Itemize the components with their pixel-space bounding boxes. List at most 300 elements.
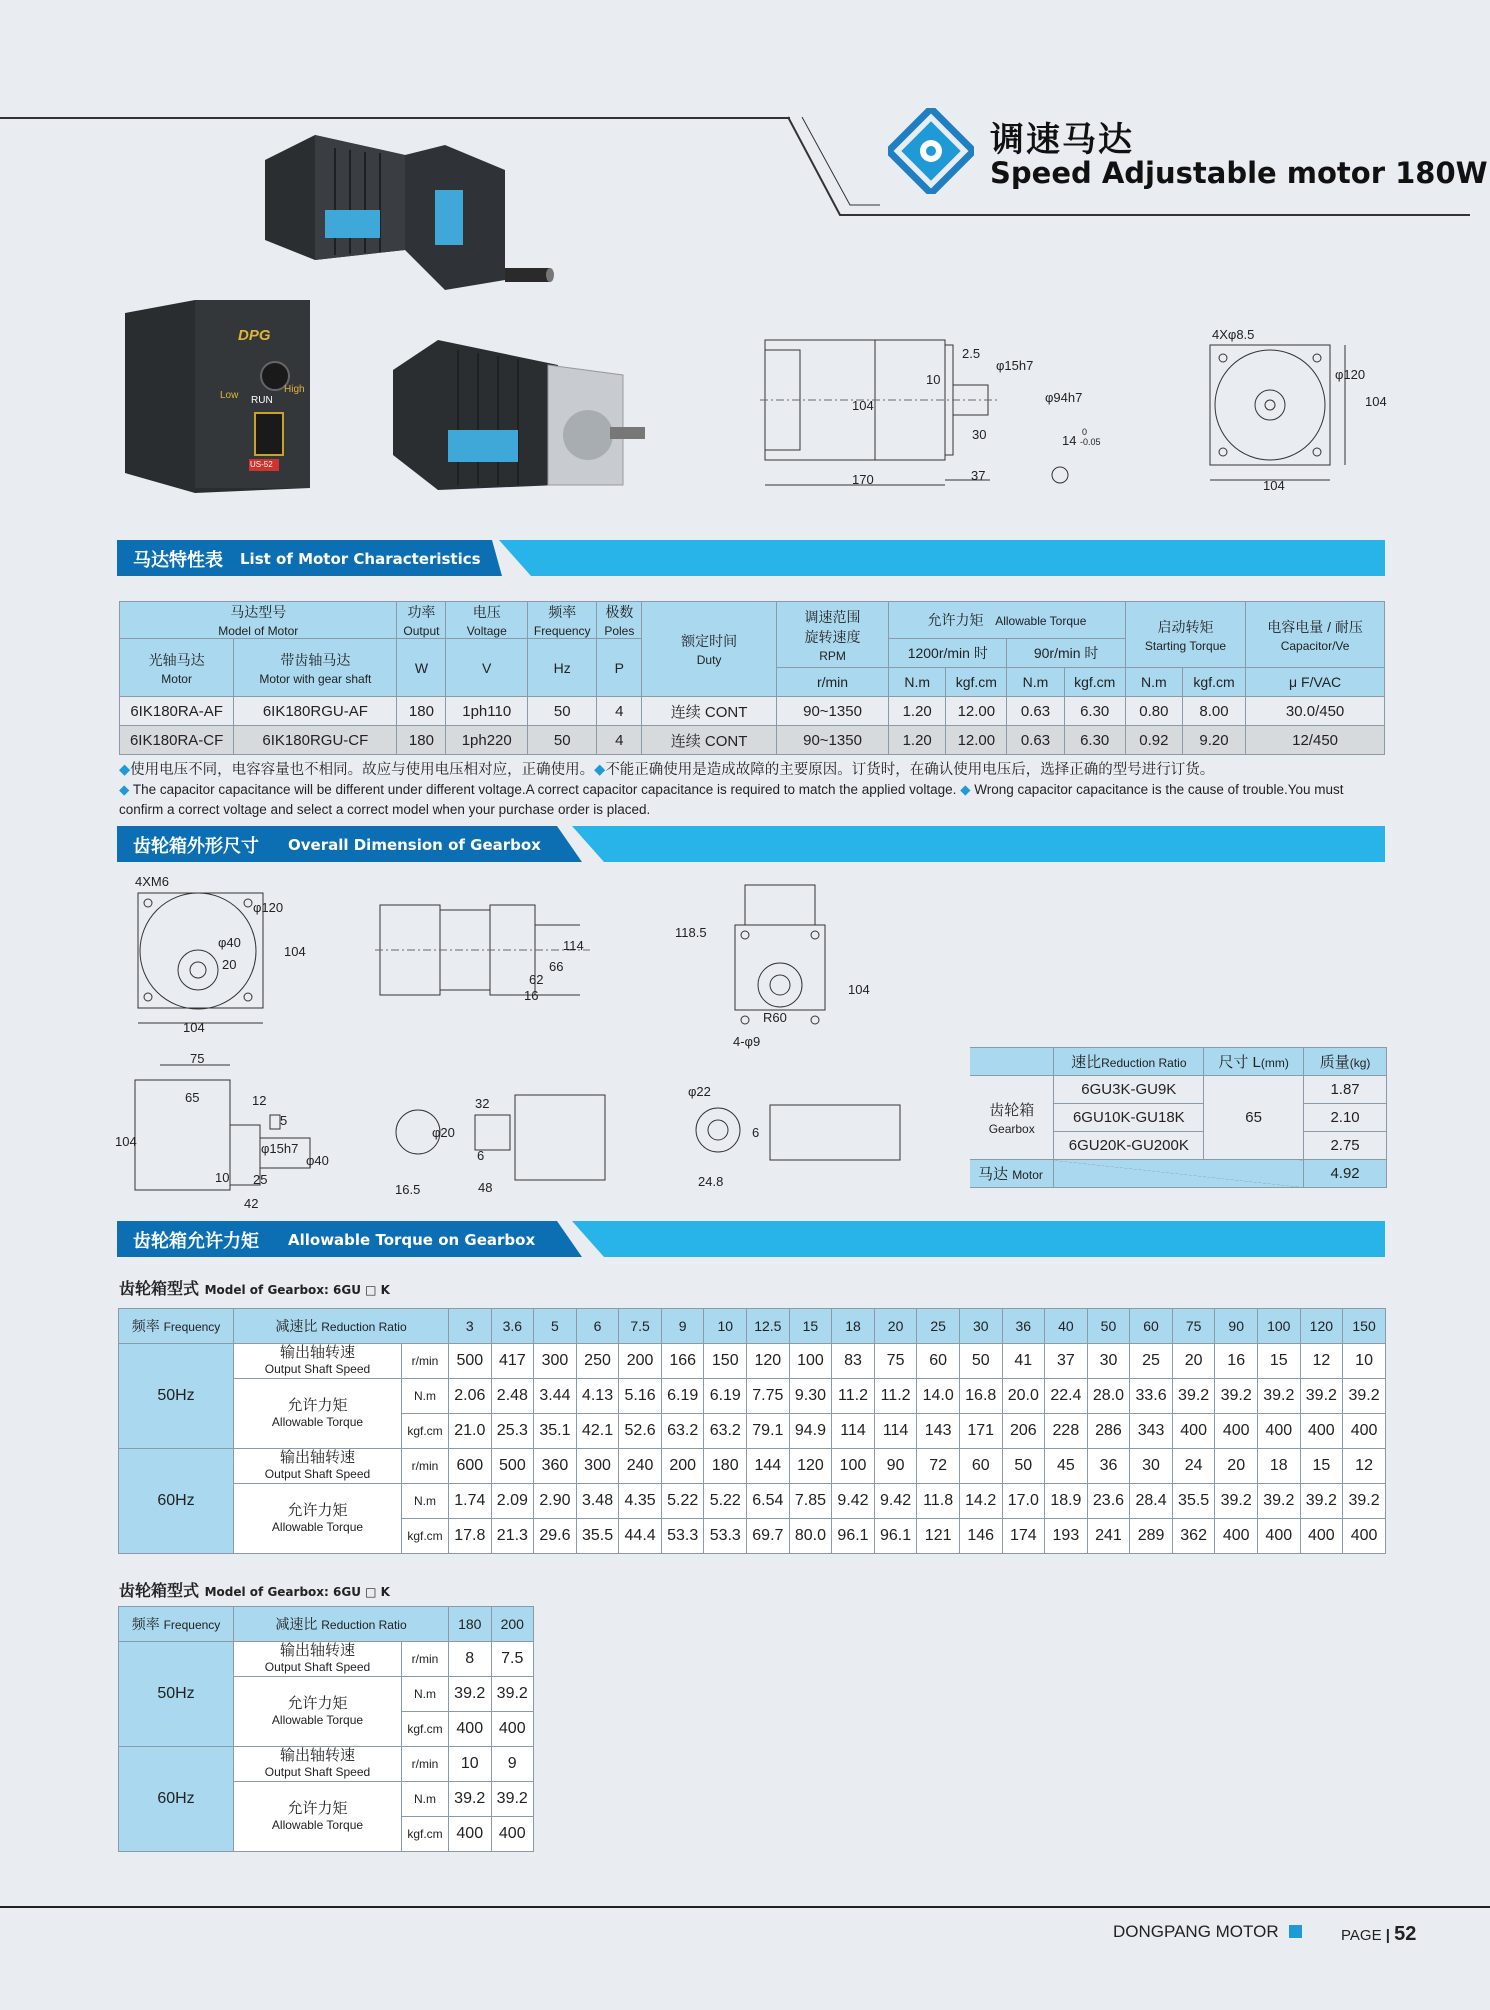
value-cell: 5.16 [619, 1379, 662, 1414]
dim-label: φ40 [306, 1153, 329, 1168]
value-cell: 21.0 [449, 1414, 492, 1449]
dim-label: 10 [926, 372, 941, 387]
value-cell: 20 [1215, 1449, 1258, 1484]
motor-side-drawing [760, 335, 1090, 495]
value-cell: 180 [704, 1449, 747, 1484]
value-cell: 9 [491, 1747, 534, 1782]
value-cell: 180 [449, 1607, 492, 1642]
value-cell: 300 [576, 1449, 619, 1484]
th-unit-kgf: kgf.cm [946, 668, 1007, 697]
value-cell: 2.09 [491, 1484, 534, 1519]
value-cell: 400 [1172, 1414, 1215, 1449]
dim-label: 14 [1062, 433, 1077, 448]
dim-label: 170 [852, 472, 874, 487]
value-cell: 2.48 [491, 1379, 534, 1414]
value-cell: 100 [832, 1449, 875, 1484]
value-cell: 23.6 [1087, 1484, 1130, 1519]
value-cell: 114 [874, 1414, 917, 1449]
value-cell: 114 [832, 1414, 875, 1449]
size-value: 65 [1204, 1076, 1304, 1160]
value-cell: 174 [1002, 1519, 1045, 1554]
dim-label: 4-φ9 [733, 1034, 761, 1049]
dim-label: 104 [852, 398, 874, 413]
value-cell: 28.4 [1130, 1484, 1173, 1519]
value-cell: 30 [1130, 1449, 1173, 1484]
dim-label: 6 [752, 1125, 760, 1140]
th-torque-90: 90r/min 时 [1007, 639, 1125, 668]
gearbox-label: 齿轮箱 Gearbox [970, 1076, 1054, 1160]
value-cell: 36 [1002, 1309, 1045, 1344]
value-cell: 400 [1300, 1414, 1343, 1449]
note-en: ◆ The capacitor capacitance will be different under different voltage.A correct capacitor capacitance is required to match the applied voltage. ◆ Wrong capacitor capacitance is the cause of trouble.You must [119, 782, 1344, 797]
value-cell: 28.0 [1087, 1379, 1130, 1414]
value-cell: 417 [491, 1344, 534, 1379]
th-gear-motor: 带齿轴马达 Motor with gear shaft [234, 639, 397, 697]
th-unit-kgf: kgf.cm [1182, 668, 1245, 697]
value-cell: 286 [1087, 1414, 1130, 1449]
value-cell: 2.90 [534, 1484, 577, 1519]
page-title-cn: 调速马达 [990, 120, 1134, 160]
value-cell: 400 [491, 1712, 534, 1747]
value-cell: 39.2 [1215, 1484, 1258, 1519]
value-cell: 200 [491, 1607, 534, 1642]
section-bar-gearbox-dimension [117, 826, 1385, 862]
value-cell: 75 [874, 1344, 917, 1379]
value-cell: 6 [576, 1309, 619, 1344]
motor-photo-bottom [388, 335, 648, 495]
value-cell: 400 [1343, 1519, 1386, 1554]
value-cell: 146 [959, 1519, 1002, 1554]
header-line-left [0, 117, 790, 119]
table-row: 马达 Motor 4.92 [970, 1160, 1387, 1188]
section-title-cn: 齿轮箱外形尺寸 [133, 836, 259, 857]
value-cell: 150 [1343, 1309, 1386, 1344]
value-cell: 1.74 [449, 1484, 492, 1519]
th-unit-nm: N.m [889, 668, 946, 697]
value-cell: 80.0 [789, 1519, 832, 1554]
table-row: 齿轮箱 Gearbox 6GU3K-GU9K 65 1.87 [970, 1076, 1387, 1104]
value-cell: 11.2 [832, 1379, 875, 1414]
th-rpm: 调速范围 旋转速度 RPM [776, 602, 888, 668]
value-cell: 25 [1130, 1344, 1173, 1379]
dim-label: 0 [1082, 427, 1088, 437]
dim-label: φ15h7 [996, 358, 1034, 373]
motor-photo-top [255, 130, 555, 300]
th-unit-nm: N.m [1007, 668, 1064, 697]
dim-label: 114 [563, 938, 584, 953]
controller-high-label: High [284, 384, 305, 395]
value-cell: 90 [874, 1449, 917, 1484]
value-cell: 22.4 [1045, 1379, 1088, 1414]
value-cell: 228 [1045, 1414, 1088, 1449]
value-cell: 8 [449, 1642, 492, 1677]
value-cell: 39.2 [1257, 1484, 1300, 1519]
value-cell: 42.1 [576, 1414, 619, 1449]
gearbox-shaft-drawing [130, 1060, 330, 1210]
dim-label: 104 [183, 1020, 205, 1035]
value-cell: 3 [449, 1309, 492, 1344]
th-unit-rpm: r/min [776, 668, 888, 697]
value-cell: 60 [1130, 1309, 1173, 1344]
value-cell: 35.5 [1172, 1484, 1215, 1519]
value-cell: 60 [917, 1344, 960, 1379]
dim-label: 118.5 [675, 925, 707, 940]
torque-table-secondary: 频率 Frequency 减速比 Reduction Ratio 180 200 50Hz 输出轴转速 Output Shaft Speed r/min 8 7.5 允许力矩 Allowable Torque N.m 39.2 39.2 kgf.cm 400 400 60Hz 输出轴转速 Output Shaft Speed r/min 10 9 允许力矩 Allowable Torque N.m 39.2 39.2 kgf.cm 400 400 [118, 1606, 534, 1852]
value-cell: 144 [747, 1449, 790, 1484]
section-title-cn: 马达特性表 [133, 550, 223, 571]
value-cell: 120 [789, 1449, 832, 1484]
value-cell: 41 [1002, 1344, 1045, 1379]
value-cell: 10 [449, 1747, 492, 1782]
th-unit-kgf: kgf.cm [1064, 668, 1125, 697]
value-cell: 72 [917, 1449, 960, 1484]
value-cell: 39.2 [491, 1782, 534, 1817]
dim-label: 16 [524, 988, 539, 1003]
value-cell: 400 [1300, 1519, 1343, 1554]
gearbox-mount-drawing [700, 880, 870, 1030]
th-capacitor: 电容电量 / 耐压 Capacitor/Ve [1246, 602, 1385, 668]
value-cell: 500 [491, 1449, 534, 1484]
th-unit-hz: Hz [528, 639, 597, 697]
motor-front-drawing [1205, 340, 1365, 490]
value-cell: 39.2 [1300, 1379, 1343, 1414]
label-output-speed: 输出轴转速 Output Shaft Speed [234, 1344, 402, 1379]
value-cell: 60 [959, 1449, 1002, 1484]
value-cell: 75 [1172, 1309, 1215, 1344]
dim-label: 25 [253, 1172, 268, 1187]
value-cell: 35.1 [534, 1414, 577, 1449]
section-bar-motor-characteristics [117, 540, 1385, 576]
value-cell: 39.2 [1257, 1379, 1300, 1414]
footer-line [0, 1906, 1490, 1908]
value-cell: 289 [1130, 1519, 1173, 1554]
value-cell: 121 [917, 1519, 960, 1554]
value-cell: 6.54 [747, 1484, 790, 1519]
value-cell: 500 [449, 1344, 492, 1379]
value-cell: 9.42 [874, 1484, 917, 1519]
value-cell: 79.1 [747, 1414, 790, 1449]
value-cell: 200 [619, 1344, 662, 1379]
footer-page-number: 52 [1394, 1923, 1417, 1945]
value-cell: 362 [1172, 1519, 1215, 1554]
value-cell: 25.3 [491, 1414, 534, 1449]
value-cell: 16 [1215, 1344, 1258, 1379]
footer-company: DONGPANG MOTOR [1113, 1922, 1279, 1941]
value-cell: 30 [959, 1309, 1002, 1344]
value-cell: 400 [1215, 1414, 1258, 1449]
value-cell: 400 [491, 1817, 534, 1852]
value-cell: 39.2 [1300, 1484, 1343, 1519]
dim-label: 104 [1365, 394, 1387, 409]
gearbox-model-label-2: 齿轮箱型式 Model of Gearbox: 6GU □ K [119, 1581, 390, 1600]
value-cell: 39.2 [449, 1677, 492, 1712]
th-model: 马达型号 Model of Motor [120, 602, 397, 639]
section-title-en: Allowable Torque on Gearbox [288, 1231, 536, 1249]
dim-label: 4Xφ8.5 [1212, 327, 1255, 342]
value-cell: 4.13 [576, 1379, 619, 1414]
value-cell: 52.6 [619, 1414, 662, 1449]
dim-label: 62 [529, 972, 544, 987]
value-cell: 10 [704, 1309, 747, 1344]
value-cell: 50 [1002, 1449, 1045, 1484]
value-cell: 193 [1045, 1519, 1088, 1554]
value-cell: 9 [661, 1309, 704, 1344]
value-cell: 37 [1045, 1344, 1088, 1379]
label-allowable-torque: 允许力矩 Allowable Torque [234, 1379, 402, 1449]
value-cell: 53.3 [661, 1519, 704, 1554]
th-unit-p: P [597, 639, 642, 697]
dim-label: φ15h7 [261, 1141, 299, 1156]
value-cell: 39.2 [1172, 1379, 1215, 1414]
value-cell: 90 [1215, 1309, 1258, 1344]
gearbox-side-drawing [375, 895, 595, 1015]
th-unit-nm: N.m [1125, 668, 1182, 697]
value-cell: 250 [576, 1344, 619, 1379]
value-cell: 166 [661, 1344, 704, 1379]
dim-label: 104 [1263, 478, 1285, 493]
value-cell: 4.35 [619, 1484, 662, 1519]
value-cell: 100 [1257, 1309, 1300, 1344]
value-cell: 12 [1343, 1449, 1386, 1484]
value-cell: 120 [1300, 1309, 1343, 1344]
th-torque-1200: 1200r/min 时 [889, 639, 1007, 668]
dim-label: 5 [280, 1113, 288, 1128]
notes-block [119, 760, 1387, 820]
value-cell: 15 [1257, 1344, 1300, 1379]
note-cn: ◆使用电压不同，电容容量也不相同。故应与使用电压相对应，正确使用。◆不能正确使用是造成故障的主要原因。订货时，在确认使用电压后，选择正确的型号进行订货。 [119, 762, 1215, 778]
value-cell: 400 [1343, 1414, 1386, 1449]
controller-brand: DPG [238, 327, 271, 344]
value-cell: 206 [1002, 1414, 1045, 1449]
value-cell: 21.3 [491, 1519, 534, 1554]
dim-label: φ40 [218, 935, 241, 950]
value-cell: 39.2 [1343, 1379, 1386, 1414]
th-unit-w: W [397, 639, 446, 697]
value-cell: 63.2 [661, 1414, 704, 1449]
value-cell: 63.2 [704, 1414, 747, 1449]
value-cell: 2.06 [449, 1379, 492, 1414]
value-cell: 7.75 [747, 1379, 790, 1414]
value-cell: 240 [619, 1449, 662, 1484]
th-ratio: 速比Reduction Ratio [1054, 1048, 1204, 1076]
value-cell: 39.2 [449, 1782, 492, 1817]
th-mass: 质量(kg) [1304, 1048, 1387, 1076]
section-title-cn: 齿轮箱允许力矩 [133, 1231, 259, 1252]
dim-label: 4XM6 [135, 874, 169, 889]
freq-50hz: 50Hz [119, 1642, 234, 1747]
value-cell: 33.6 [1130, 1379, 1173, 1414]
value-cell: 96.1 [874, 1519, 917, 1554]
section-title-en: List of Motor Characteristics [240, 550, 481, 568]
dim-label: 37 [971, 468, 986, 483]
brand-logo-icon [888, 108, 974, 194]
value-cell: 6.19 [704, 1379, 747, 1414]
table-row: 6IK180RA-CF 6IK180RGU-CF 180 1ph220 50 4 连续 CONT 90~1350 1.20 12.00 0.63 6.30 0.92 9.20 12/450 [120, 726, 1385, 755]
value-cell: 5.22 [704, 1484, 747, 1519]
th-reduction-ratio: 减速比 Reduction Ratio [234, 1607, 449, 1642]
value-cell: 600 [449, 1449, 492, 1484]
value-cell: 143 [917, 1414, 960, 1449]
value-cell: 39.2 [491, 1677, 534, 1712]
label-output-speed: 输出轴转速 Output Shaft Speed [234, 1642, 402, 1677]
dim-label: 6 [477, 1148, 485, 1163]
section-bar-gearbox-torque [117, 1221, 1385, 1257]
value-cell: 83 [832, 1344, 875, 1379]
table-row: 6GU20K-GU200K 2.75 [970, 1132, 1387, 1160]
value-cell: 14.2 [959, 1484, 1002, 1519]
dim-label: φ120 [253, 900, 284, 915]
dim-label: 42 [244, 1196, 259, 1211]
value-cell: 50 [959, 1344, 1002, 1379]
value-cell: 15 [1300, 1449, 1343, 1484]
value-cell: 171 [959, 1414, 1002, 1449]
value-cell: 20.0 [1002, 1379, 1045, 1414]
th-output: 功率 Output [397, 602, 446, 639]
value-cell: 96.1 [832, 1519, 875, 1554]
value-cell: 16.8 [959, 1379, 1002, 1414]
motor-characteristics-table [119, 601, 1385, 755]
footer-page-label: PAGE | 52 [1341, 1923, 1417, 1945]
value-cell: 20 [1172, 1344, 1215, 1379]
freq-60hz: 60Hz [119, 1747, 234, 1852]
freq-50hz: 50Hz [119, 1344, 234, 1449]
value-cell: 24 [1172, 1449, 1215, 1484]
dim-label: 104 [284, 944, 306, 959]
value-cell: 44.4 [619, 1519, 662, 1554]
value-cell: 400 [449, 1817, 492, 1852]
value-cell: 11.8 [917, 1484, 960, 1519]
th-poles: 极数 Poles [597, 602, 642, 639]
value-cell: 400 [1215, 1519, 1258, 1554]
value-cell: 15 [789, 1309, 832, 1344]
value-cell: 150 [704, 1344, 747, 1379]
controller-low-label: Low [220, 390, 239, 401]
section-title-en: Overall Dimension of Gearbox [288, 836, 541, 854]
value-cell: 9.30 [789, 1379, 832, 1414]
value-cell: 11.2 [874, 1379, 917, 1414]
value-cell: 6.19 [661, 1379, 704, 1414]
value-cell: 7.85 [789, 1484, 832, 1519]
value-cell: 400 [449, 1712, 492, 1747]
dim-label: φ94h7 [1045, 390, 1083, 405]
value-cell: 45 [1045, 1449, 1088, 1484]
th-voltage: 电压 Voltage [446, 602, 528, 639]
label-allowable-torque: 允许力矩 Allowable Torque [234, 1484, 402, 1554]
value-cell: 5.22 [661, 1484, 704, 1519]
th-unit-cap: μ F/VAC [1246, 668, 1385, 697]
label-output-speed: 输出轴转速 Output Shaft Speed [234, 1747, 402, 1782]
dim-label: 32 [475, 1096, 490, 1111]
value-cell: 120 [747, 1344, 790, 1379]
shaft-section-drawing [380, 1090, 620, 1190]
dim-label: φ20 [432, 1125, 455, 1140]
table-row: 6IK180RA-AF 6IK180RGU-AF 180 1ph110 50 4 连续 CONT 90~1350 1.20 12.00 0.63 6.30 0.80 8.00 30.0/450 [120, 697, 1385, 726]
freq-60hz: 60Hz [119, 1449, 234, 1554]
table-row: 6GU10K-GU18K 2.10 [970, 1104, 1387, 1132]
label-allowable-torque: 允许力矩 Allowable Torque [234, 1677, 402, 1747]
value-cell: 53.3 [704, 1519, 747, 1554]
value-cell: 3.48 [576, 1484, 619, 1519]
controller-model-label: US-52 [250, 460, 273, 469]
dim-label: 66 [549, 959, 564, 974]
dim-label: 2.5 [962, 346, 981, 361]
th-duty: 额定时间 Duty [642, 602, 777, 697]
th-unit-v: V [446, 639, 528, 697]
value-cell: 360 [534, 1449, 577, 1484]
value-cell: 18.9 [1045, 1484, 1088, 1519]
th-frequency: 频率 Frequency [528, 602, 597, 639]
value-cell: 3.44 [534, 1379, 577, 1414]
th-starting-torque: 启动转矩 Starting Torque [1125, 602, 1245, 668]
gearbox-model-label: 齿轮箱型式 Model of Gearbox: 6GU □ K [119, 1279, 390, 1298]
value-cell: 12 [1300, 1344, 1343, 1379]
dim-label: 48 [478, 1180, 493, 1195]
label-allowable-torque: 允许力矩 Allowable Torque [234, 1782, 402, 1852]
note-en-cont: confirm a correct voltage and select a correct model when your purchase order is placed. [119, 802, 651, 817]
page-title-en: Speed Adjustable motor 180W [990, 156, 1488, 190]
value-cell: 200 [661, 1449, 704, 1484]
value-cell: 30 [1087, 1344, 1130, 1379]
speed-controller-photo [125, 298, 310, 493]
value-cell: 100 [789, 1344, 832, 1379]
dim-label: 75 [190, 1051, 205, 1066]
value-cell: 14.0 [917, 1379, 960, 1414]
label-output-speed: 输出轴转速 Output Shaft Speed [234, 1449, 402, 1484]
dim-label: 104 [848, 982, 870, 997]
dim-label: 30 [972, 427, 987, 442]
value-cell: 50 [1087, 1309, 1130, 1344]
value-cell: 7.5 [491, 1642, 534, 1677]
value-cell: 39.2 [1215, 1379, 1258, 1414]
value-cell: 400 [1257, 1414, 1300, 1449]
value-cell: 3.6 [491, 1309, 534, 1344]
value-cell: 5 [534, 1309, 577, 1344]
value-cell: 35.5 [576, 1519, 619, 1554]
th-frequency: 频率 Frequency [119, 1607, 234, 1642]
value-cell: 10 [1343, 1344, 1386, 1379]
dim-label: -0.05 [1080, 437, 1101, 447]
value-cell: 40 [1045, 1309, 1088, 1344]
th-reduction-ratio: 减速比 Reduction Ratio [234, 1309, 449, 1344]
th-size: 尺寸 L(mm) [1204, 1048, 1304, 1076]
value-cell: 300 [534, 1344, 577, 1379]
value-cell: 69.7 [747, 1519, 790, 1554]
dim-label: 12 [252, 1093, 267, 1108]
th-allowable-torque: 允许力矩 Allowable Torque [889, 602, 1126, 639]
value-cell: 29.6 [534, 1519, 577, 1554]
motor-label: 马达 Motor [970, 1160, 1054, 1188]
controller-run-label: RUN [251, 395, 273, 406]
dim-label: 16.5 [395, 1182, 421, 1197]
value-cell: 241 [1087, 1519, 1130, 1554]
torque-table-main: 频率 Frequency 减速比 Reduction Ratio 3 3.6 5 6 7.5 9 10 12.5 15 18 20 25 30 36 40 50 60 75 90 100 120 150 50Hz 输出轴转速 Output Shaft Speed r/min 500 417 300 250 200 166 150 120 100 83 75 60 50 41 37 30 25 20 16 15 12 10 允许力矩 Allowable Torque N.m 2.06 2.48 3.44 4.13 5.16 6.19 6.19 7.75 9.30 11.2 11.2 14.0 16.8 20.0 22.4 28.0 33.6 39.2 39.2 39.2 39.2 39.2 kgf.cm 21.0 25.3 35.1 42.1 52.6 63.2 63.2 79.1 94.9 114 114 143 171 206 228 286 343 400 400 400 400 400 60Hz 输出轴转速 Output Shaft Speed r/min 600 500 360 300 240 200 180 144 120 100 90 72 60 50 45 36 30 24 20 18 15 12 允许力矩 Allowable Torque N.m 1.74 2.09 2.90 3.48 4.35 5.22 5.22 6.54 7.85 9.42 9.42 11.8 14.2 17.0 18.9 23.6 28.4 35.5 39.2 39.2 39.2 39.2 kgf.cm 17.8 21.3 29.6 35.5 44.4 53.3 53.3 69.7 80.0 96.1 96.1 121 146 174 193 241 289 362 400 400 400 400 [118, 1308, 1386, 1554]
dim-label: φ120 [1335, 367, 1366, 382]
value-cell: 94.9 [789, 1414, 832, 1449]
th-frequency: 频率 Frequency [119, 1309, 234, 1344]
value-cell: 12.5 [747, 1309, 790, 1344]
dim-label: 65 [185, 1090, 200, 1105]
dim-label: φ22 [688, 1084, 711, 1099]
gear-shaft-drawing [680, 1085, 910, 1185]
value-cell: 36 [1087, 1449, 1130, 1484]
gearbox-mass-table [970, 1047, 1387, 1188]
value-cell: 9.42 [832, 1484, 875, 1519]
value-cell: 20 [874, 1309, 917, 1344]
th-motor: 光轴马达 Motor [120, 639, 234, 697]
dim-label: 10 [215, 1170, 230, 1185]
value-cell: 17.8 [449, 1519, 492, 1554]
value-cell: 343 [1130, 1414, 1173, 1449]
